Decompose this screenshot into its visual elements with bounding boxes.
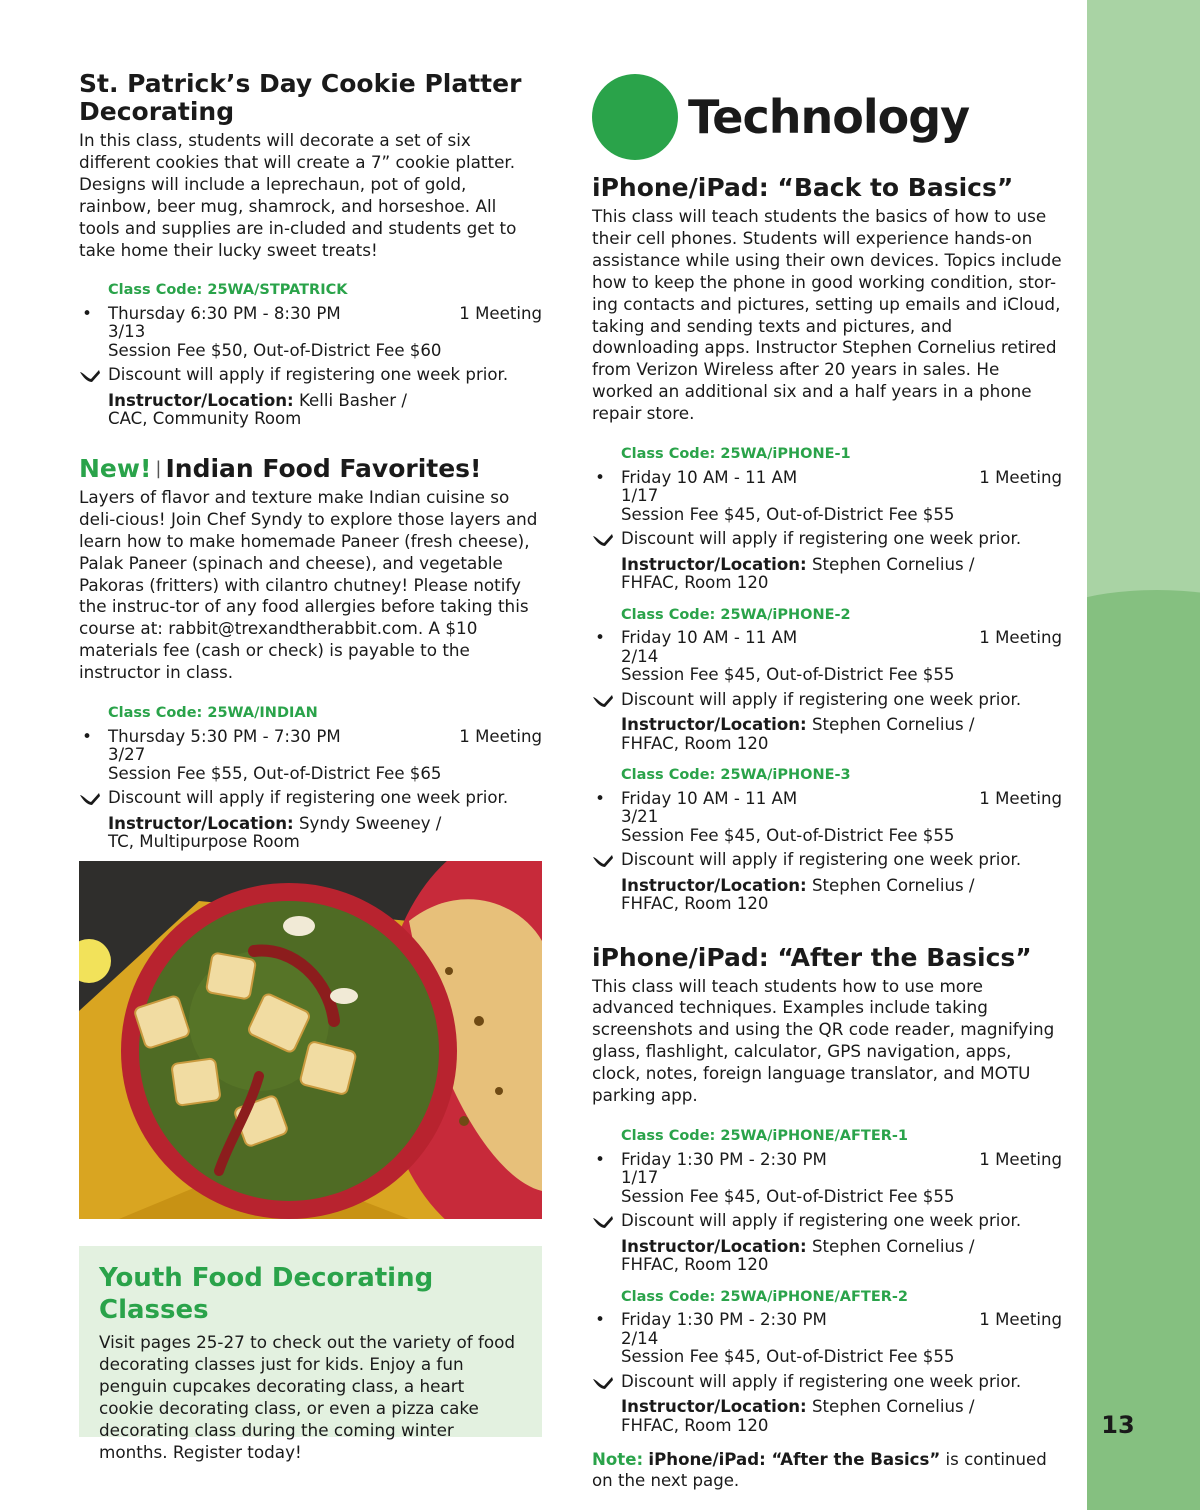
meeting-count: 1 Meeting <box>979 788 1062 808</box>
bullet-icon: • <box>595 788 605 808</box>
technology-circle-icon <box>592 74 678 160</box>
course-title: St. Patrick’s Day Cookie Platter Decorating <box>79 69 522 126</box>
class-location: FHFAC, Room 120 <box>621 1255 769 1274</box>
callout-title: Youth Food Decorating Classes <box>99 1263 434 1325</box>
course-title <box>79 455 542 483</box>
class-session <box>592 606 1062 754</box>
instructor-location <box>592 716 1062 753</box>
note-text: is continued on the next page. <box>592 1450 1047 1490</box>
iphone-basics-course <box>592 174 1062 914</box>
session-date: 3/27 <box>108 745 146 765</box>
session-date: 1/17 <box>621 486 659 506</box>
discount-line <box>79 789 542 808</box>
session-day-time: Thursday 6:30 PM - 8:30 PM <box>108 303 341 323</box>
discount-line <box>592 691 1062 710</box>
discount-text: Discount will apply if registering one week prior. <box>621 1371 1022 1391</box>
discount-text: Discount will apply if registering one week prior. <box>621 1211 1022 1230</box>
note-course-name: iPhone/iPad: “After the Basics” <box>648 1450 941 1469</box>
meeting-count: 1 Meeting <box>979 628 1062 648</box>
class-session <box>592 1127 1062 1275</box>
discount-line <box>79 366 542 385</box>
course-title: iPhone/iPad: “Back to Basics” <box>592 173 1014 202</box>
discount-text: Discount will apply if registering one week prior. <box>108 365 509 385</box>
instructor-location <box>79 815 542 852</box>
session-day-time: Friday 10 AM - 11 AM <box>621 628 798 648</box>
discount-line <box>592 1212 1062 1231</box>
course-description: This class will teach students the basics of how to use their cell phones. Students will experience hands-on assistance while using their own devices. Topics include how to keep the phone in good working condition, stor-ing contacts and pictures, setting up emails and iCloud, taking and sending texts and pictures, and downloading apps. Instructor Stephen Cornelius retired from Verizon Wireless after 20 years in sales. He worked an additional six and a half years in a phone repair store. <box>592 206 1062 424</box>
class-location: CAC, Community Room <box>108 409 302 429</box>
bullet-icon: • <box>82 303 92 323</box>
technology-header <box>592 72 969 162</box>
session-schedule <box>592 629 1062 685</box>
class-code: Class Code: 25WA/iPHONE-3 <box>621 767 851 784</box>
iphone-after-course <box>592 944 1062 1491</box>
instructor-label: Instructor/Location: <box>621 715 807 735</box>
session-fee: Session Fee $45, Out-of-District Fee $55 <box>621 665 955 685</box>
session-date: 3/21 <box>621 807 659 827</box>
session-schedule <box>592 469 1062 525</box>
session-fee: Session Fee $45, Out-of-District Fee $55 <box>621 825 955 845</box>
class-code: Class Code: 25WA/iPHONE/AFTER-1 <box>621 1128 908 1144</box>
instructor-location <box>592 556 1062 593</box>
left-column <box>79 70 542 852</box>
bullet-icon: • <box>595 628 605 648</box>
session-day-time: Thursday 5:30 PM - 7:30 PM <box>108 726 341 746</box>
meeting-count: 1 Meeting <box>459 303 542 323</box>
instructor-name: Stephen Cornelius / <box>811 1397 975 1416</box>
session-day-time: Friday 1:30 PM - 2:30 PM <box>621 1310 827 1329</box>
bullet-icon: • <box>82 726 92 746</box>
meeting-count: 1 Meeting <box>979 1149 1062 1169</box>
instructor-label: Instructor/Location: <box>621 554 807 574</box>
course-title: iPhone/iPad: “After the Basics” <box>592 942 1032 972</box>
course-description: This class will teach students how to use more advanced techniques. Examples include taking screenshots and using the QR code reader, magnifying glass, flashlight, calculator, GPS navigation, apps, clock, notes, foreign language translator, and MOTU parking app. <box>592 975 1055 1106</box>
session-date: 2/14 <box>621 646 659 666</box>
bullet-icon: • <box>595 467 605 487</box>
class-code: Class Code: 25WA/INDIAN <box>108 705 318 722</box>
session-day-time: Friday 10 AM - 11 AM <box>621 467 798 487</box>
session-schedule <box>592 1151 1062 1207</box>
side-color-band <box>1087 0 1200 1510</box>
meeting-count: 1 Meeting <box>979 467 1062 487</box>
youth-food-callout <box>79 1246 542 1462</box>
side-band-lower <box>1087 625 1200 1510</box>
meeting-count: 1 Meeting <box>979 1310 1062 1329</box>
instructor-label: Instructor/Location: <box>621 1236 807 1256</box>
instructor-label: Instructor/Location: <box>108 390 294 410</box>
discount-hand-icon <box>592 532 614 548</box>
discount-hand-icon <box>592 1214 614 1230</box>
indian-course <box>79 455 542 852</box>
session-schedule <box>592 1311 1062 1367</box>
instructor-name: Stephen Cornelius / <box>811 715 975 735</box>
instructor-name: Stephen Cornelius / <box>811 875 975 895</box>
session-fee: Session Fee $55, Out-of-District Fee $65 <box>108 763 442 783</box>
meeting-count: 1 Meeting <box>459 726 542 746</box>
discount-line <box>592 530 1062 549</box>
discount-hand-icon <box>79 368 101 384</box>
discount-text: Discount will apply if registering one week prior. <box>621 850 1022 870</box>
class-session <box>79 281 542 429</box>
discount-text: Discount will apply if registering one week prior. <box>621 529 1022 549</box>
instructor-name: Kelli Basher / <box>298 390 407 410</box>
session-schedule <box>79 728 542 784</box>
session-day-time: Friday 10 AM - 11 AM <box>621 788 798 808</box>
instructor-name: Stephen Cornelius / <box>811 1236 975 1256</box>
instructor-label: Instructor/Location: <box>621 1397 807 1416</box>
class-location: TC, Multipurpose Room <box>108 832 300 852</box>
class-session <box>592 766 1062 914</box>
discount-hand-icon <box>592 853 614 869</box>
course-description: In this class, students will decorate a set of six different cookies that will create a 7” cookie platter. Designs will include a leprechaun, pot of gold, rainbow, beer mug, shamrock, and horseshoe. All tools and supplies are in-cluded and students get to take home their lucky sweet treats! <box>79 130 517 260</box>
course-description: Layers of flavor and texture make Indian cuisine so deli-cious! Join Chef Syndy to explore those layers and learn how to make homemade Paneer (fresh cheese), Palak Paneer (spinach and cheese), and vegetable Pakoras (fritters) with cilantro chutney! Please notify the instruc-tor of any food allergies before taking this course at: rabbit@trexandtherabbit.com. A $10 materials fee (cash or check) is payable to the instructor in class. <box>79 486 538 683</box>
section-title: Technology <box>688 90 970 144</box>
cookie-course <box>79 70 542 429</box>
session-schedule <box>79 305 542 361</box>
instructor-name: Stephen Cornelius / <box>811 554 975 574</box>
class-session <box>79 704 542 852</box>
class-location: FHFAC, Room 120 <box>621 894 769 914</box>
class-location: FHFAC, Room 120 <box>621 733 769 753</box>
callout-text: Visit pages 25-27 to check out the variety of food decorating classes just for kids. Enjoy a fun penguin cupcakes decorating class, a heart cookie decorating class, or even a pizza cake decorating class during the coming winter months. Register today! <box>99 1332 516 1462</box>
session-fee: Session Fee $45, Out-of-District Fee $55 <box>621 1347 955 1366</box>
discount-hand-icon <box>592 693 614 709</box>
class-session <box>592 445 1062 593</box>
discount-line <box>592 1373 1062 1392</box>
class-code: Class Code: 25WA/STPATRICK <box>108 282 348 299</box>
discount-text: Discount will apply if registering one week prior. <box>621 689 1022 709</box>
session-date: 3/13 <box>108 322 146 342</box>
instructor-location <box>592 1398 1062 1435</box>
note-label: Note: <box>592 1450 644 1469</box>
discount-hand-icon <box>79 791 101 807</box>
right-column <box>592 174 1062 1491</box>
session-fee: Session Fee $45, Out-of-District Fee $55 <box>621 504 955 524</box>
discount-hand-icon <box>592 1375 614 1391</box>
new-badge: New! <box>79 453 152 483</box>
session-fee: Session Fee $45, Out-of-District Fee $55 <box>621 1186 955 1206</box>
session-fee: Session Fee $50, Out-of-District Fee $60 <box>108 340 442 360</box>
class-location: FHFAC, Room 120 <box>621 573 769 593</box>
page-number: 13 <box>1101 1411 1135 1439</box>
bullet-icon: • <box>595 1149 605 1169</box>
discount-line <box>592 851 1062 870</box>
session-date: 1/17 <box>621 1168 659 1187</box>
instructor-name: Syndy Sweeney / <box>298 813 442 833</box>
session-day-time: Friday 1:30 PM - 2:30 PM <box>621 1149 827 1169</box>
instructor-location <box>79 392 542 429</box>
session-schedule <box>592 790 1062 846</box>
discount-text: Discount will apply if registering one week prior. <box>108 788 509 808</box>
food-illustration <box>79 861 542 1219</box>
class-code: Class Code: 25WA/iPHONE-1 <box>621 446 851 463</box>
class-location: FHFAC, Room 120 <box>621 1415 769 1435</box>
class-session <box>592 1288 1062 1436</box>
instructor-location <box>592 1238 1062 1275</box>
class-code: Class Code: 25WA/iPHONE-2 <box>621 606 851 623</box>
bullet-icon: • <box>595 1310 605 1329</box>
class-code: Class Code: 25WA/iPHONE/AFTER-2 <box>621 1288 908 1305</box>
palak-paneer-photo <box>79 861 542 1219</box>
instructor-label: Instructor/Location: <box>108 813 294 833</box>
instructor-label: Instructor/Location: <box>621 875 807 895</box>
title-separator: | <box>155 457 162 479</box>
instructor-location <box>592 877 1062 914</box>
session-date: 2/14 <box>621 1328 659 1348</box>
continuation-note <box>592 1449 1062 1491</box>
course-title-text: Indian Food Favorites! <box>165 453 482 483</box>
